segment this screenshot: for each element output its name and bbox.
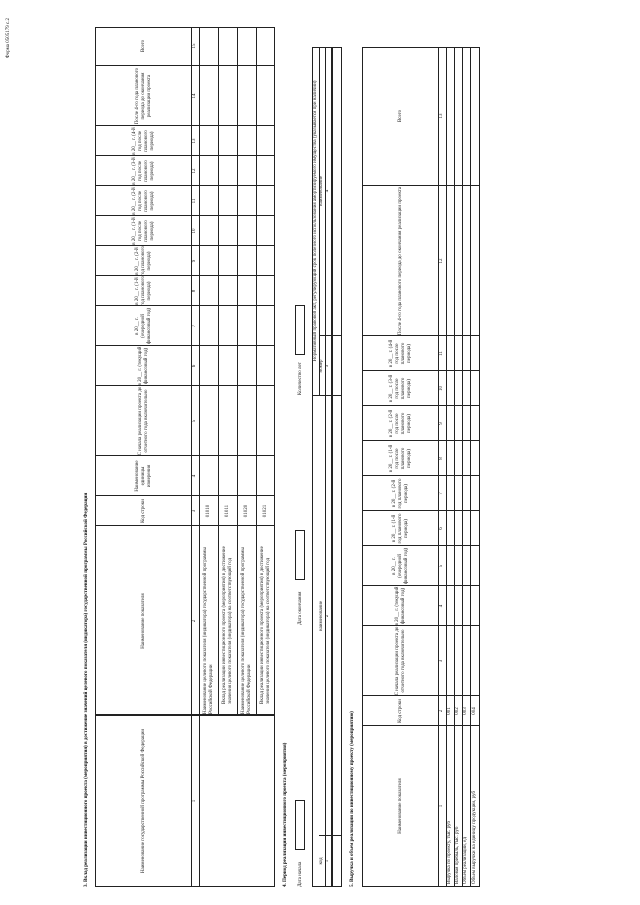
- form-code: Форма 0505179 с.2: [6, 18, 11, 59]
- s3-colnum: 4: [192, 474, 197, 478]
- grid-line: [96, 385, 274, 386]
- section-3-table: [95, 27, 275, 887]
- grid-line: [363, 370, 479, 371]
- s3-colnum: 13: [192, 138, 197, 144]
- grid-line: [237, 28, 238, 716]
- section-3-title: 3. Вклад реализации инвестиционного проекта (мероприятия) в достижение значений целевого показателя (индикатора) государственной программы Российской Федерации: [84, 492, 89, 887]
- s5-h-after-period: После 4-го года планового периода до окончания реализации проекта: [397, 186, 403, 336]
- s3-row-code: 01011: [224, 504, 230, 518]
- s4-colnum: 1: [325, 859, 330, 863]
- s3-colnum: 6: [192, 364, 197, 368]
- grid-line: [96, 215, 274, 216]
- s3-h-total: Всего: [140, 39, 146, 53]
- s4-colnum: 4: [325, 189, 330, 193]
- grid-line: [199, 28, 200, 886]
- grid-line: [96, 525, 274, 526]
- s5-colnum: 7: [439, 492, 444, 495]
- grid-line: [363, 545, 479, 546]
- grid-line: [96, 714, 274, 716]
- s3-colnum: 7: [192, 324, 197, 328]
- grid-line: [96, 155, 274, 156]
- end-date-label: Дата окончания: [298, 591, 303, 625]
- grid-line: [319, 835, 341, 836]
- s5-row-code: 002: [455, 707, 460, 715]
- s4-h-act-name: наименование: [319, 175, 324, 207]
- s3-h-code: Код строки: [140, 499, 146, 523]
- grid-line: [363, 510, 479, 511]
- s3-row-indicator-name: Наименование целевого показателя (индикатора) государственной программы Российской Федерации: [202, 547, 214, 714]
- s5-colnum: 10: [439, 386, 444, 391]
- s3-colnum: 15: [192, 43, 197, 49]
- grid-line: [218, 28, 219, 716]
- grid-line: [331, 48, 333, 886]
- s3-colnum: 9: [192, 259, 197, 263]
- s5-colnum: 2: [439, 709, 444, 713]
- s5-h-after-1: в 20__ г. (1-й год после планового периода): [388, 444, 412, 473]
- section-4-title: 4. Период реализации инвестиционного проекта (мероприятия): [283, 742, 288, 887]
- s3-h-after-period: После 4-го года планового периода до окончания реализации проекта: [134, 67, 152, 125]
- s3-h-program: Наименование государственной программы Российской Федерации: [140, 728, 146, 874]
- section-5-table: [362, 47, 480, 887]
- s5-row-name: Объем выручки на единицу продукции, руб: [471, 790, 477, 884]
- grid-line: [319, 48, 320, 396]
- grid-line: [96, 455, 274, 456]
- s3-h-plan-1: в 20__ г. (1-й год планового периода): [134, 276, 152, 306]
- start-date-label: Дата начала: [298, 861, 303, 887]
- s3-colnum: 3: [192, 509, 197, 513]
- s3-colnum: 10: [192, 228, 197, 234]
- s3-h-after-1: в 20__ г. (1-й год после планового периода): [131, 217, 155, 245]
- s5-colnum: 13: [439, 113, 444, 119]
- grid-line: [191, 28, 192, 886]
- s3-colnum: 2: [192, 619, 197, 623]
- s3-row-indicator-name: Наименование целевого показателя (индикатора) государственной программы Российской Федерации: [240, 547, 252, 714]
- s4-h-legal-act: Нормативный правовой акт, регулирующий срок полезного использования амортизируемого имущества (указывается при наличии): [313, 80, 318, 362]
- s5-colnum: 11: [439, 351, 444, 356]
- s5-row-name: Выручка по проекту, тыс. руб: [447, 820, 452, 884]
- grid-line: [363, 440, 479, 441]
- s3-h-year-next: в 20__ г. (очередной финансовый год): [134, 307, 152, 345]
- s5-h-after-4: в 20__ г. (4-й год после планового периода): [388, 339, 412, 368]
- grid-line: [363, 475, 479, 476]
- s5-h-plan-2: в 20__ г. (2-й год планового периода): [391, 478, 409, 509]
- s5-h-indicator: Наименование показателя: [397, 778, 403, 834]
- section-5-title: 5. Выручка и объем реализации по инвестиционному проекту (мероприятию): [350, 711, 355, 887]
- s3-colnum: 8: [192, 289, 197, 293]
- s5-colnum: 4: [439, 604, 444, 608]
- s5-h-code: Код строки: [397, 699, 403, 723]
- grid-line: [96, 185, 274, 186]
- grid-line: [462, 48, 463, 886]
- start-date-field[interactable]: [295, 800, 305, 850]
- s3-row-code: 01010: [205, 504, 211, 518]
- s5-h-year-current: в 20__ г. (текущий финансовый год): [394, 586, 406, 626]
- s3-row-code: 01021: [262, 504, 268, 518]
- grid-line: [363, 585, 479, 586]
- grid-line: [438, 48, 439, 886]
- s3-row-contribution-name: Вклад реализации инвестиционного проекта (мероприятия) в достижение значения целевого показателя (индикатора) на соответствующий год: [221, 546, 233, 704]
- grid-line: [96, 65, 274, 66]
- grid-line: [325, 48, 326, 886]
- grid-line: [363, 405, 479, 406]
- section-4-table: [312, 47, 342, 887]
- s4-h-name: наименование: [319, 600, 324, 632]
- s5-row-name: Объем реализации, ед: [463, 837, 468, 884]
- end-date-field[interactable]: [295, 530, 305, 580]
- s5-colnum: 12: [439, 258, 444, 264]
- s3-row-code: 01020: [243, 504, 249, 518]
- grid-line: [313, 395, 341, 396]
- s5-row-code: 003: [463, 707, 468, 715]
- s5-colnum: 6: [439, 527, 444, 530]
- s3-colnum: 1: [192, 799, 197, 803]
- s5-colnum: 5: [439, 564, 444, 568]
- grid-line: [256, 28, 257, 716]
- grid-line: [96, 245, 274, 246]
- s5-h-year-next: в 20__ г. (очередной финансовый год): [391, 547, 409, 585]
- s5-h-after-3: в 20__ г. (3-й год после планового периода): [388, 374, 412, 403]
- s3-colnum: 11: [192, 198, 197, 204]
- years-count-label: Количество лет: [298, 362, 303, 395]
- s3-colnum: 14: [192, 93, 197, 99]
- s4-h-number: номер: [319, 359, 324, 373]
- grid-line: [363, 185, 479, 186]
- grid-line: [96, 345, 274, 346]
- grid-line: [363, 625, 479, 626]
- grid-line: [96, 495, 274, 496]
- years-count-field[interactable]: [295, 305, 305, 355]
- s5-colnum: 1: [439, 804, 444, 808]
- s3-row-contribution-name: Вклад реализации инвестиционного проекта (мероприятия) в достижение значения целевого показателя (индикатора) на соответствующий год: [259, 546, 271, 704]
- s5-h-plan-1: в 20__ г. (1-й год планового периода): [391, 513, 409, 544]
- s4-h-code: код: [319, 857, 324, 865]
- s3-colnum: 5: [192, 419, 197, 423]
- s3-h-indicator: Наименование показателя: [140, 593, 146, 649]
- s3-colnum: 12: [192, 168, 197, 174]
- s5-row-code: 001: [447, 707, 452, 715]
- s5-colnum: 9: [439, 422, 444, 425]
- s3-h-after-4: в 20__ г. (4-й год после планового периода): [131, 127, 155, 155]
- s3-h-after-3: в 20__ г. (3-й год после планового периода): [131, 157, 155, 185]
- grid-line: [454, 48, 455, 886]
- s5-h-after-2: в 20__ г. (2-й год после планового периода): [388, 409, 412, 438]
- s4-colnum: 2: [325, 614, 330, 618]
- s3-h-after-2: в 20__ г. (2-й год после планового периода): [131, 187, 155, 215]
- grid-line: [96, 305, 274, 306]
- s5-h-since-start: С начала реализации проекта до отчетного года включительно: [394, 626, 406, 696]
- s5-row-name: Валовая прибыль, тыс. руб: [455, 826, 460, 884]
- s3-h-year-current: в 20__ г. (текущий финансовый год): [137, 346, 149, 386]
- s5-h-total: Всего: [397, 109, 403, 123]
- s3-h-plan-2: в 20__ г. (2-й год планового периода): [134, 246, 152, 276]
- s5-colnum: 8: [439, 457, 444, 460]
- grid-line: [96, 125, 274, 126]
- s3-h-unit: Наименование единицы измерения: [134, 460, 152, 492]
- s4-colnum: 3: [325, 364, 330, 368]
- grid-line: [363, 695, 479, 696]
- grid-line: [363, 335, 479, 336]
- grid-line: [96, 275, 274, 276]
- grid-line: [470, 48, 471, 886]
- grid-line: [446, 48, 447, 886]
- s5-row-code: 004: [471, 707, 477, 715]
- s5-colnum: 3: [439, 659, 444, 663]
- s3-h-since-start: С начала реализации проекта до отчетного года включительно: [137, 386, 149, 456]
- grid-line: [319, 335, 341, 336]
- grid-line: [363, 725, 479, 726]
